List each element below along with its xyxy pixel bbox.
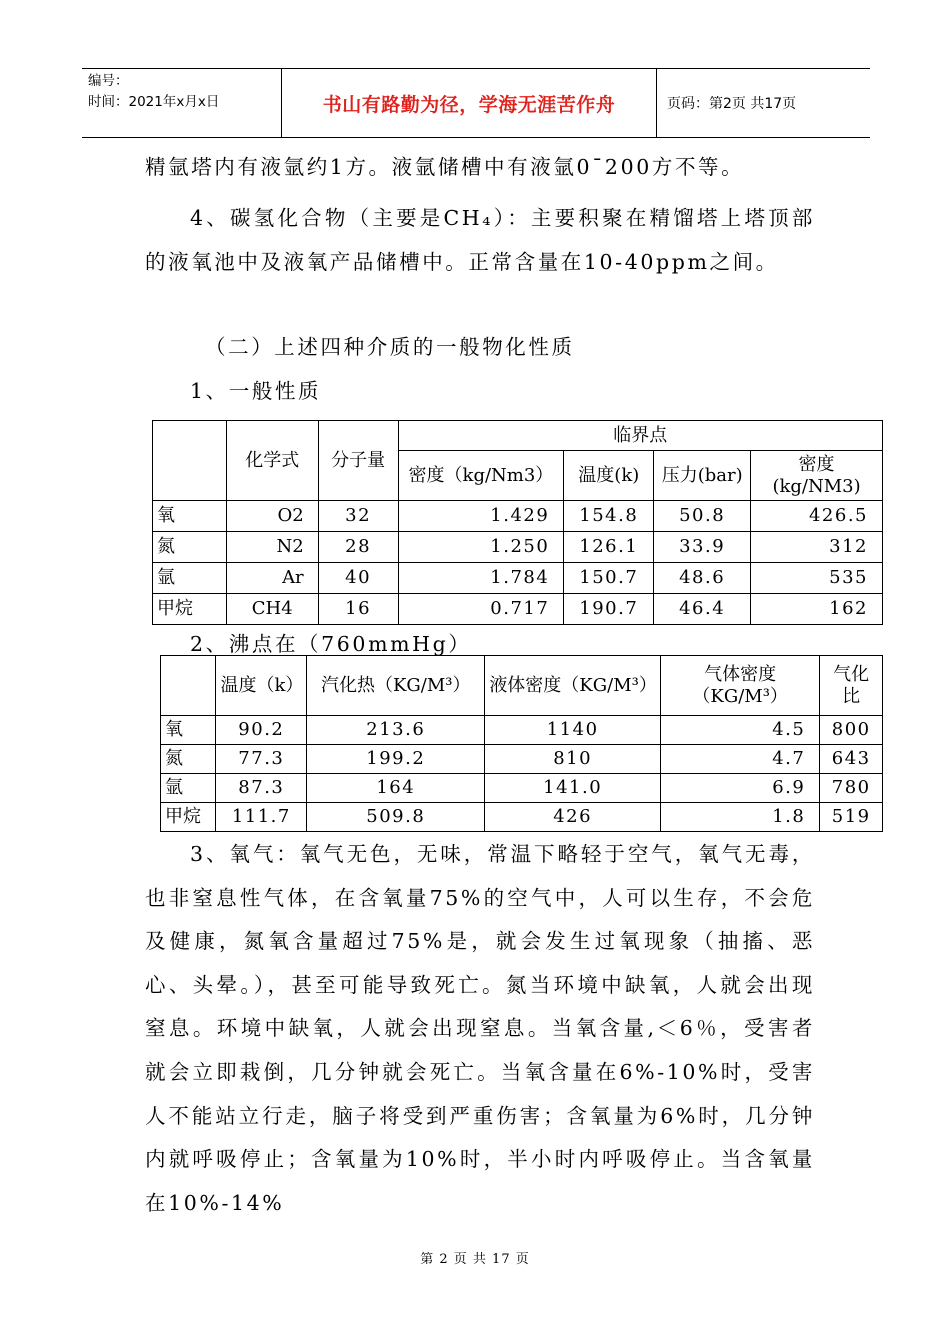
table2-cell-ldensity: 141.0 bbox=[485, 774, 661, 803]
table2-corner-cell bbox=[161, 656, 216, 716]
table1-cell-cdensity: 312 bbox=[751, 532, 883, 563]
table1-header-cdensity: 密度(kg/NM3) bbox=[751, 451, 883, 501]
table2-header-ratio: 气化比 bbox=[820, 656, 883, 716]
table1-cell-pressure: 48.6 bbox=[654, 563, 751, 594]
subsection-boiling-point: 2、沸点在（760mmHg） bbox=[190, 632, 472, 656]
table1-header-formula: 化学式 bbox=[226, 421, 318, 501]
table1-cell-formula: CH4 bbox=[226, 594, 318, 625]
table2-cell-gdensity: 6.9 bbox=[660, 774, 819, 803]
table2-cell-ratio: 519 bbox=[820, 803, 883, 832]
doc-time-label: 时间：2021年x月x日 bbox=[88, 94, 220, 110]
intro-line: 精氩塔内有液氩约1方。液氩储槽中有液氩0¯200方不等。 bbox=[145, 155, 745, 179]
header-meta bbox=[82, 69, 282, 137]
table1-cell-temp: 190.7 bbox=[564, 594, 654, 625]
table1-cell-density: 1.784 bbox=[398, 563, 564, 594]
table2-cell-ldensity: 810 bbox=[485, 745, 661, 774]
table2-cell-ratio: 780 bbox=[820, 774, 883, 803]
table1-header-temp: 温度(k) bbox=[564, 451, 654, 501]
table1-cell-cdensity: 162 bbox=[751, 594, 883, 625]
table1-cell-name: 甲烷 bbox=[153, 594, 227, 625]
table-row bbox=[153, 594, 883, 625]
header-page-info: 页码：第2页 共17页 bbox=[667, 96, 797, 112]
table-row bbox=[153, 501, 883, 532]
table1-cell-name: 氧 bbox=[153, 501, 227, 532]
subsection-general-properties: 1、一般性质 bbox=[190, 379, 322, 403]
table1-cell-name: 氮 bbox=[153, 532, 227, 563]
table2-cell-heat: 509.8 bbox=[307, 803, 485, 832]
table2-cell-ratio: 643 bbox=[820, 745, 883, 774]
table2-header-temp: 温度（k） bbox=[216, 656, 307, 716]
table1-cell-formula: N2 bbox=[226, 532, 318, 563]
table1-cell-formula: Ar bbox=[226, 563, 318, 594]
section-heading: （二）上述四种介质的一般物化性质 bbox=[205, 335, 575, 359]
table2-cell-name: 氧 bbox=[161, 716, 216, 745]
table2-cell-gdensity: 4.7 bbox=[660, 745, 819, 774]
table1-cell-name: 氩 bbox=[153, 563, 227, 594]
table1-cell-mw: 40 bbox=[318, 563, 398, 594]
table2-cell-temp: 90.2 bbox=[216, 716, 307, 745]
table1-cell-cdensity: 535 bbox=[751, 563, 883, 594]
table1-cell-temp: 126.1 bbox=[564, 532, 654, 563]
page-header bbox=[82, 68, 870, 138]
table1-header-density: 密度（kg/Nm3） bbox=[398, 451, 564, 501]
table1-cell-mw: 32 bbox=[318, 501, 398, 532]
page-footer: 第 2 页 共 17 页 bbox=[420, 1252, 530, 1267]
table2-cell-ldensity: 1140 bbox=[485, 716, 661, 745]
table1-cell-temp: 154.8 bbox=[564, 501, 654, 532]
table1-cell-mw: 28 bbox=[318, 532, 398, 563]
table1-cell-pressure: 33.9 bbox=[654, 532, 751, 563]
table1-cell-cdensity: 426.5 bbox=[751, 501, 883, 532]
paragraph-hydrocarbons: 4、碳氢化合物（主要是CH₄）：主要积聚在精馏塔上塔顶部的液氧池中及液氧产品储槽中。正常含量在10-40ppm之间。 bbox=[145, 206, 815, 274]
table2-cell-gdensity: 4.5 bbox=[660, 716, 819, 745]
table-row bbox=[161, 716, 883, 745]
table2-cell-heat: 199.2 bbox=[307, 745, 485, 774]
table-row bbox=[153, 563, 883, 594]
table1-header-mw: 分子量 bbox=[318, 421, 398, 501]
header-motto: 书山有路勤为径，学海无涯苦作舟 bbox=[282, 69, 657, 137]
table2-cell-ldensity: 426 bbox=[485, 803, 661, 832]
general-properties-table bbox=[152, 420, 883, 625]
table2-cell-temp: 111.7 bbox=[216, 803, 307, 832]
table2-cell-gdensity: 1.8 bbox=[660, 803, 819, 832]
table2-cell-ratio: 800 bbox=[820, 716, 883, 745]
table1-header-pressure: 压力(bar) bbox=[654, 451, 751, 501]
table-row bbox=[161, 774, 883, 803]
table1-cell-density: 1.429 bbox=[398, 501, 564, 532]
table-row bbox=[161, 745, 883, 774]
table2-cell-name: 氩 bbox=[161, 774, 216, 803]
table1-header-critical: 临界点 bbox=[398, 421, 883, 451]
table1-cell-temp: 150.7 bbox=[564, 563, 654, 594]
table1-cell-pressure: 50.8 bbox=[654, 501, 751, 532]
table1-cell-density: 1.250 bbox=[398, 532, 564, 563]
table1-cell-density: 0.717 bbox=[398, 594, 564, 625]
paragraph-oxygen: 3、氧气：氧气无色，无味，常温下略轻于空气，氧气无毒，也非窒息性气体，在含氧量75%的空气中，人可以生存，不会危及健康，氮氧含量超过75%是，就会发生过氧现象（抽搐、恶心、头晕。），甚至可能导致死亡。氮当环境中缺氧，人就会出现窒息。环境中缺氧，人就会出现窒息。当氧含量,＜6％，受害者就会立即栽倒，几分钟就会死亡。当氧含量在6%-10%时，受害人不能站立行走，脑子将受到严重伤害；含氧量为6%时，几分钟内就呼吸停止；含氧量为10%时，半小时内呼吸停止。当含氧量在10%-14% bbox=[145, 842, 815, 1215]
table2-cell-temp: 77.3 bbox=[216, 745, 307, 774]
table2-header-ldensity: 液体密度（KG/M³） bbox=[485, 656, 661, 716]
table2-cell-name: 甲烷 bbox=[161, 803, 216, 832]
table1-corner-cell bbox=[153, 421, 227, 501]
table2-header-gdensity: 气体密度（KG/M³） bbox=[660, 656, 819, 716]
table-row bbox=[161, 803, 883, 832]
table2-cell-temp: 87.3 bbox=[216, 774, 307, 803]
table2-cell-heat: 164 bbox=[307, 774, 485, 803]
doc-code-label: 编号： bbox=[88, 73, 129, 89]
table2-cell-name: 氮 bbox=[161, 745, 216, 774]
table1-cell-mw: 16 bbox=[318, 594, 398, 625]
table1-cell-pressure: 46.4 bbox=[654, 594, 751, 625]
table1-cell-formula: O2 bbox=[226, 501, 318, 532]
table2-cell-heat: 213.6 bbox=[307, 716, 485, 745]
boiling-point-table bbox=[160, 655, 883, 832]
table2-header-heat: 汽化热（KG/M³） bbox=[307, 656, 485, 716]
table-row bbox=[153, 532, 883, 563]
